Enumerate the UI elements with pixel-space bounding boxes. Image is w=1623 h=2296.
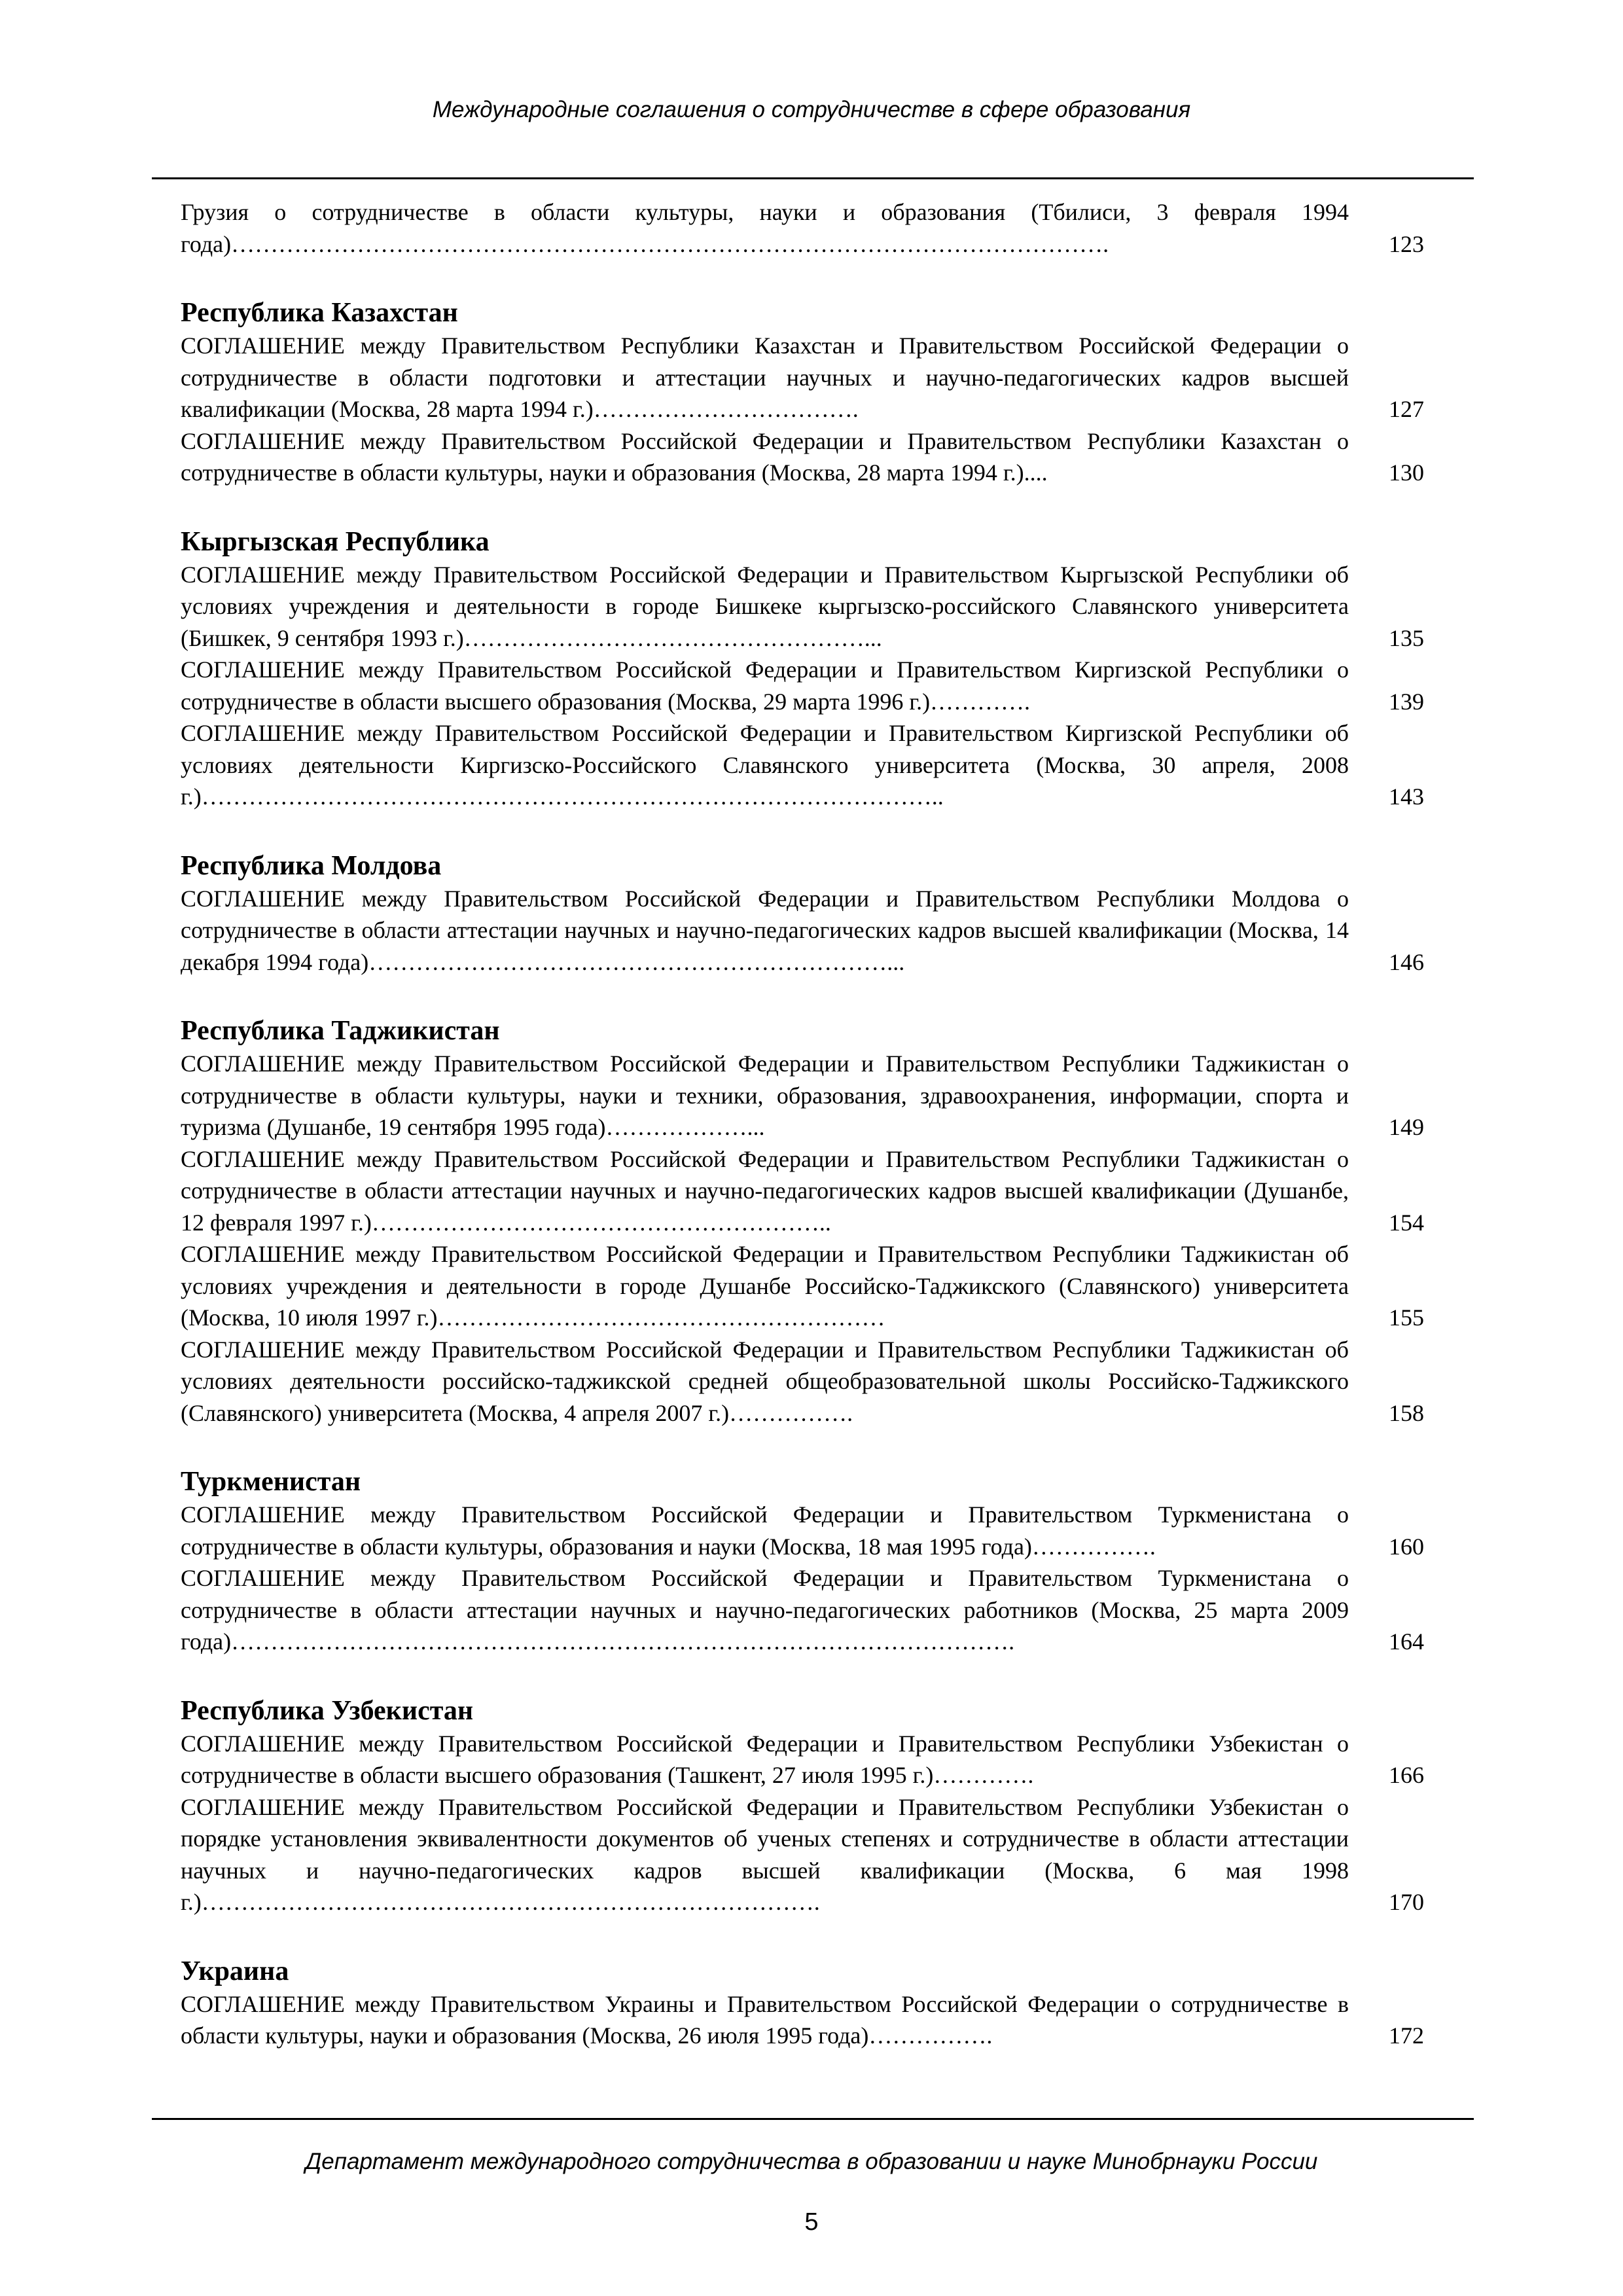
toc-entry-page-number: 160 bbox=[1389, 1533, 1424, 1560]
toc-entry bbox=[181, 1143, 1424, 1239]
toc-section bbox=[181, 525, 1424, 813]
country-heading: Кыргызская Республика bbox=[181, 526, 490, 557]
toc-section bbox=[181, 1694, 1424, 1918]
toc-entry-page-number: 143 bbox=[1389, 783, 1424, 810]
toc-entry-title: Грузия о сотрудничестве в области культуры, науки и образования (Тбилиси, 3 февраля 1994 года)…………………………………………………………………………………………………. bbox=[181, 199, 1349, 257]
country-heading: Республика Казахстан bbox=[181, 298, 458, 328]
toc-entry-title: СОГЛАШЕНИЕ между Правительством Российской Федерации и Правительством Кыргызской Республики об условиях учреждения и деятельности в городе Бишкеке кыргызско-российского Славянского университета (Бишкек, 9 сентября 1993 г.)……………………………………………... bbox=[181, 561, 1349, 651]
toc-entry-title: СОГЛАШЕНИЕ между Правительством Российской Федерации и Правительством Киргизской Республики об условиях деятельности Киргизско-Российского Славянского университета (Москва, 30 апреля, 2008 г.)………………………………………………………………………………….. bbox=[181, 720, 1349, 810]
country-heading: Республика Таджикистан bbox=[181, 1016, 500, 1046]
toc-entry bbox=[181, 883, 1424, 978]
country-heading: Республика Молдова bbox=[181, 850, 442, 881]
toc-section bbox=[181, 196, 1424, 260]
toc-entry bbox=[181, 1238, 1424, 1334]
toc-entry-page-number: 155 bbox=[1389, 1304, 1424, 1331]
toc-entry bbox=[181, 425, 1424, 489]
toc-entry-page-number: 149 bbox=[1389, 1114, 1424, 1140]
toc-entry bbox=[181, 1334, 1424, 1429]
toc-section bbox=[181, 1954, 1424, 2052]
country-heading: Украина bbox=[181, 1956, 289, 1986]
toc-entry-title: СОГЛАШЕНИЕ между Правительством Российской Федерации и Правительством Киргизской Республики о сотрудничестве в области высшего образования (Москва, 29 марта 1996 г.)…………. bbox=[181, 656, 1349, 715]
toc-entry-page-number: 135 bbox=[1389, 624, 1424, 651]
toc-entry-title: СОГЛАШЕНИЕ между Правительством Российской Федерации и Правительством Республики Таджикистан об условиях деятельности российско-таджикской средней общеобразовательной школы Российско-Таджикского (Славянского) университета (Москва, 4 апреля 2007 г.)……………. bbox=[181, 1336, 1349, 1426]
toc-section bbox=[181, 1014, 1424, 1429]
toc-entry-page-number: 127 bbox=[1389, 396, 1424, 422]
country-heading: Республика Узбекистан bbox=[181, 1695, 474, 1726]
toc-entry-title: СОГЛАШЕНИЕ между Правительством Украины и Правительством Российской Федерации о сотрудничестве в области культуры, науки и образования (Москва, 26 июля 1995 года)……………. bbox=[181, 1990, 1349, 2049]
footer-divider bbox=[152, 2118, 1474, 2120]
toc-entry-title: СОГЛАШЕНИЕ между Правительством Российской Федерации и Правительством Республики Таджикистан об условиях учреждения и деятельности в городе Душанбе Российско-Таджикского (Славянского) университета (Москва, 10 июля 1997 г.)………………………………………………… bbox=[181, 1241, 1349, 1331]
toc-entry-page-number: 164 bbox=[1389, 1628, 1424, 1655]
toc-entry bbox=[181, 1791, 1424, 1918]
toc-section bbox=[181, 849, 1424, 978]
toc-entry-page-number: 139 bbox=[1389, 688, 1424, 715]
toc-entry-page-number: 172 bbox=[1389, 2022, 1424, 2049]
toc-entry bbox=[181, 1499, 1424, 1562]
toc-entry-title: СОГЛАШЕНИЕ между Правительством Российской Федерации и Правительством Республики Узбекистан о сотрудничестве в области высшего образования (Ташкент, 27 июля 1995 г.)…………. bbox=[181, 1730, 1349, 1788]
toc-entry-page-number: 166 bbox=[1389, 1762, 1424, 1788]
toc-entry-title: СОГЛАШЕНИЕ между Правительством Российской Федерации и Правительством Туркменистана о сотрудничестве в области культуры, образования и науки (Москва, 18 мая 1995 года)……………. bbox=[181, 1501, 1349, 1560]
toc-entry bbox=[181, 1728, 1424, 1791]
toc-section bbox=[181, 296, 1424, 489]
country-heading: Туркменистан bbox=[181, 1467, 361, 1497]
running-title: Международные соглашения о сотрудничестве в сфере образования bbox=[432, 97, 1191, 122]
page-number: 5 bbox=[804, 2208, 819, 2236]
table-of-contents bbox=[181, 196, 1424, 2052]
toc-entry bbox=[181, 1048, 1424, 1143]
toc-entry bbox=[181, 559, 1424, 655]
toc-entry-title: СОГЛАШЕНИЕ между Правительством Российской Федерации и Правительством Республики Узбекистан о порядке установления эквивалентности документов об ученых степенях и сотрудничестве в области аттестации научных и научно-педагогических кадров высшей квалификации (Москва, 6 мая 1998 г.)……………………………………………………………………. bbox=[181, 1793, 1349, 1915]
toc-entry-title: СОГЛАШЕНИЕ между Правительством Российской Федерации и Правительством Республики Таджикистан о сотрудничестве в области аттестации научных и научно-педагогических кадров высшей квалификации (Душанбе, 12 февраля 1997 г.)………………………………………………….. bbox=[181, 1145, 1349, 1236]
header-divider bbox=[152, 177, 1474, 179]
toc-entry bbox=[181, 330, 1424, 425]
toc-entry-title: СОГЛАШЕНИЕ между Правительством Российской Федерации и Правительством Республики Молдова о сотрудничестве в области аттестации научных и научно-педагогических кадров высшей квалификации (Москва, 14 декабря 1994 года)…………………………………………………………... bbox=[181, 885, 1349, 975]
toc-entry-title: СОГЛАШЕНИЕ между Правительством Российской Федерации и Правительством Республики Казахстан о сотрудничестве в области культуры, науки и образования (Москва, 28 марта 1994 г.).... bbox=[181, 427, 1349, 486]
toc-entry-title: СОГЛАШЕНИЕ между Правительством Российской Федерации и Правительством Туркменистана о сотрудничестве в области аттестации научных и научно-педагогических работников (Москва, 25 марта 2009 года)………………………………………………………………………………………. bbox=[181, 1565, 1349, 1655]
toc-entry-page-number: 130 bbox=[1389, 459, 1424, 486]
toc-entry bbox=[181, 717, 1424, 813]
toc-entry-page-number: 146 bbox=[1389, 948, 1424, 975]
toc-entry-page-number: 170 bbox=[1389, 1889, 1424, 1915]
toc-entry-title: СОГЛАШЕНИЕ между Правительством Российской Федерации и Правительством Республики Таджикистан о сотрудничестве в области культуры, науки и техники, образования, здравоохранения, информации, спорта и туризма (Душанбе, 19 сентября 1995 года)………………... bbox=[181, 1050, 1349, 1140]
toc-entry bbox=[181, 196, 1424, 260]
toc-entry-page-number: 123 bbox=[1389, 230, 1424, 257]
toc-entry-title: СОГЛАШЕНИЕ между Правительством Республики Казахстан и Правительством Российской Федерации о сотрудничестве в области подготовки и аттестации научных и научно-педагогических кадров высшей квалификации (Москва, 28 марта 1994 г.)……………………………. bbox=[181, 332, 1349, 422]
toc-entry bbox=[181, 1562, 1424, 1658]
toc-entry bbox=[181, 654, 1424, 717]
toc-entry-page-number: 158 bbox=[1389, 1399, 1424, 1426]
footer-department: Департамент международного сотрудничества в образовании и науке Минобрнауки России bbox=[305, 2149, 1318, 2174]
toc-entry-page-number: 154 bbox=[1389, 1209, 1424, 1236]
toc-section bbox=[181, 1465, 1424, 1658]
toc-entry bbox=[181, 1988, 1424, 2052]
